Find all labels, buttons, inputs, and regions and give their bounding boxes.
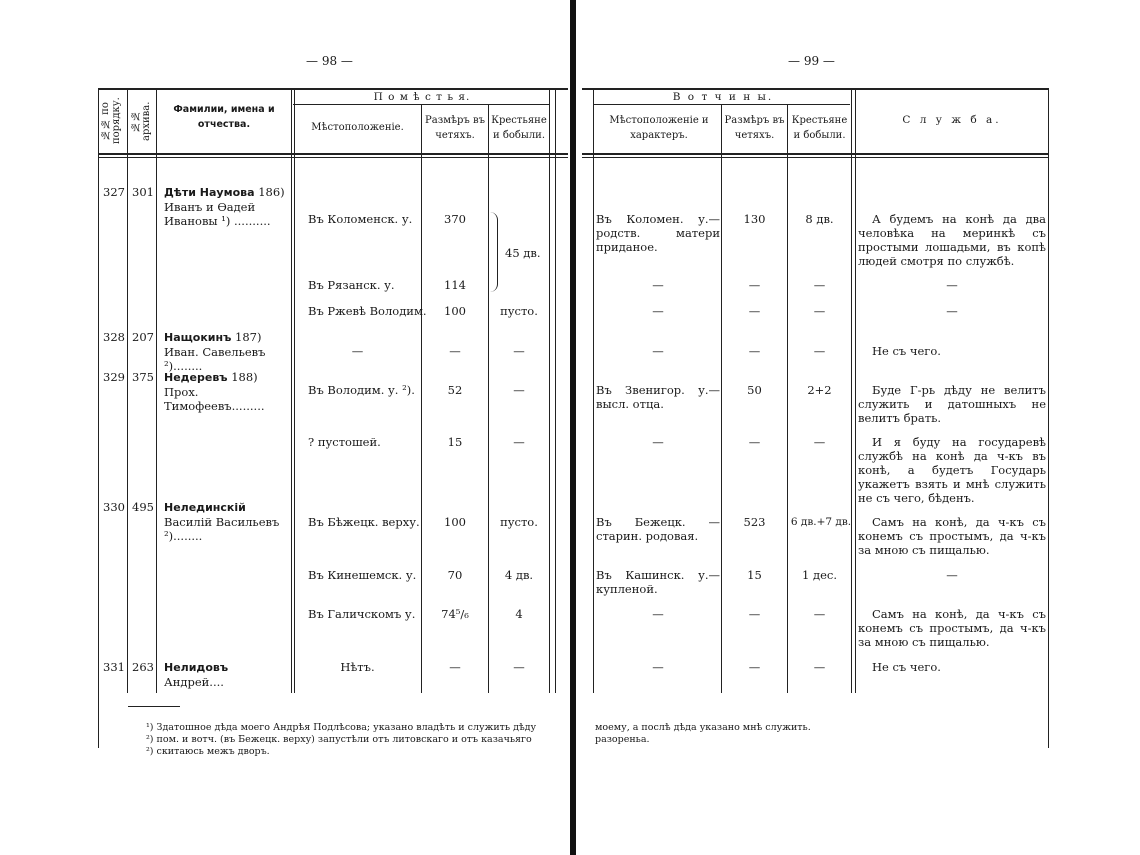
peasants: — xyxy=(513,660,525,674)
header-group-pomestya: П о м ѣ с т ь я. xyxy=(373,91,471,103)
votchina-location: — xyxy=(652,435,664,449)
location: Въ Ржевѣ Володим. xyxy=(308,304,427,318)
person-name xyxy=(164,370,290,413)
votchina-size: 130 xyxy=(743,212,766,226)
location: Въ Коломенск. у. xyxy=(308,212,413,226)
votchina-size: 523 xyxy=(743,515,766,529)
location: ? пустошей. xyxy=(308,435,381,449)
location: Въ Рязанск. у. xyxy=(308,278,395,292)
peasants: 45 дв. xyxy=(505,246,541,260)
votchina-size: — xyxy=(748,607,761,621)
size: 114 xyxy=(444,278,466,292)
person-name xyxy=(164,185,290,228)
votchina-peasants: 1 дес. xyxy=(802,568,837,582)
footnote-rule xyxy=(128,706,180,707)
service-note: Не съ чего. xyxy=(872,660,941,674)
peasants: пусто. xyxy=(500,304,538,318)
location: Въ Володим. у. ²). xyxy=(308,383,415,397)
header-location: Мѣстоположеніе. xyxy=(311,122,404,133)
page-number: — 99 — xyxy=(788,54,835,68)
row-number: 328 xyxy=(103,330,125,344)
peasants: 4 xyxy=(515,607,523,621)
service-note: А будемъ на конѣ да два человѣка на меринкѣ съ простыми лошадьми, въ копѣ людей смотря по службѣ. xyxy=(858,212,1046,268)
archive-number: 263 xyxy=(132,660,154,674)
votchina-peasants: — xyxy=(813,607,826,621)
votchina-size: — xyxy=(748,278,761,292)
col-line xyxy=(721,104,722,693)
header-service: С л у ж б а. xyxy=(902,114,1002,126)
service-note: — xyxy=(946,304,958,318)
header-size: Размѣръ въ четяхъ. xyxy=(425,115,485,141)
size: 100 xyxy=(444,304,466,318)
header-bottom-rule xyxy=(582,153,1048,155)
location: Въ Галичскомъ у. xyxy=(308,607,416,621)
service-note: — xyxy=(946,278,958,292)
archive-number: 495 xyxy=(132,500,154,514)
col-line xyxy=(787,104,788,693)
votchina-size: — xyxy=(748,304,761,318)
size: 74⁵/₆ xyxy=(441,607,469,621)
header-location: Мѣстоположеніе и характеръ. xyxy=(609,115,709,141)
person-name-rest: Василій Васильевъ ²)........ xyxy=(164,515,280,543)
col-line xyxy=(555,88,556,693)
footnote: моему, а послѣ дѣда указано мнѣ служить. xyxy=(595,722,811,733)
votchina-peasants: — xyxy=(813,660,826,674)
votchina-peasants: — xyxy=(813,435,826,449)
footnote: разореньа. xyxy=(595,734,650,745)
votchina-peasants: — xyxy=(813,278,826,292)
service-note: Буде Г-рь дѣду не велитъ служить и датошныхъ не велитъ брать. xyxy=(858,383,1046,425)
votchina-location: Въ Кашинск. у.— купленой. xyxy=(596,568,720,596)
header-col-name: Фамилии, имена и отчества. xyxy=(173,104,275,130)
person-surname: Нелединскій xyxy=(164,501,246,514)
col-line xyxy=(291,88,292,693)
location: Въ Бѣжецк. верху. xyxy=(308,515,420,529)
size: — xyxy=(449,660,461,674)
peasants: — xyxy=(513,435,525,449)
brace-mark xyxy=(489,212,498,292)
size: 15 xyxy=(447,435,463,449)
location: Въ Кинешемск. у. xyxy=(308,568,417,582)
col-line xyxy=(294,88,295,693)
col-line xyxy=(488,104,489,693)
col-line xyxy=(855,88,856,693)
service-note: Не съ чего. xyxy=(872,344,941,358)
location: Нѣтъ. xyxy=(340,660,375,674)
header-peasants: Крестьяне и бобыли. xyxy=(491,115,547,141)
col-line xyxy=(851,88,852,693)
votchina-size: — xyxy=(748,660,761,674)
votchina-size: 15 xyxy=(747,568,762,582)
archive-number: 375 xyxy=(132,370,154,384)
size: 370 xyxy=(444,212,466,226)
votchina-location: — xyxy=(652,278,664,292)
size: — xyxy=(449,344,461,358)
votchina-location: Въ Звенигор. у.— высл. отца. xyxy=(596,383,720,411)
person-name xyxy=(164,330,290,373)
location: — xyxy=(351,344,364,358)
col-line xyxy=(98,88,99,748)
service-note: И я буду на государевѣ службѣ на конѣ да ч-къ въ конѣ, а будетъ Государь укажетъ взять и мнѣ служить не съ чего, бѣденъ. xyxy=(858,435,1046,505)
row-number: 327 xyxy=(103,185,125,199)
votchina-size: — xyxy=(748,435,761,449)
col-line xyxy=(421,104,422,693)
col-line xyxy=(156,88,157,693)
footnote: ²) пом. и вотч. (въ Бежецк. верху) запустѣли отъ литовскаго и отъ казачьяго xyxy=(146,734,532,745)
row-number: 330 xyxy=(103,500,125,514)
votchina-location: — xyxy=(652,660,664,674)
person-surname: Нащокинъ xyxy=(164,331,232,344)
service-note: — xyxy=(946,568,958,582)
archive-number: 301 xyxy=(132,185,154,199)
person-surname: Нелидовъ xyxy=(164,661,229,674)
col-line xyxy=(1048,88,1049,748)
votchina-peasants: 6 дв.+7 дв. xyxy=(790,516,852,528)
header-group-votchiny: В о т ч и н ы. xyxy=(672,91,774,103)
page-gutter xyxy=(570,0,576,855)
votchina-peasants: — xyxy=(813,344,826,358)
votchina-location: — xyxy=(652,607,664,621)
header-bottom-rule xyxy=(98,153,568,155)
row-number: 331 xyxy=(103,660,125,674)
service-note: Самъ на конѣ, да ч-къ съ конемъ съ простымъ, да ч-къ за мною съ пищалью. xyxy=(858,515,1046,557)
votchina-size: — xyxy=(748,344,761,358)
votchina-location: Въ Коломен. у.— родств. матери приданое. xyxy=(596,212,720,254)
service-note: Самъ на конѣ, да ч-къ съ конемъ съ простымъ, да ч-къ за мною съ пищалью. xyxy=(858,607,1046,649)
col-line xyxy=(593,88,594,693)
header-col-no: №№ по порядку. xyxy=(100,97,122,145)
peasants: пусто. xyxy=(500,515,538,529)
header-peasants: Крестьяне и бобыли. xyxy=(791,115,848,141)
person-name-rest: 187) Иван. Савельевъ ²)........ xyxy=(164,330,266,373)
votchina-location: — xyxy=(652,344,664,358)
header-bottom-rule-2 xyxy=(582,157,1048,158)
votchina-peasants: — xyxy=(813,304,826,318)
row-number: 329 xyxy=(103,370,125,384)
person-name xyxy=(164,660,290,689)
votchina-peasants: 2+2 xyxy=(807,383,832,397)
col-line xyxy=(127,88,128,693)
person-name xyxy=(164,500,291,543)
header-size: Размѣръ въ четяхъ. xyxy=(724,115,785,141)
person-name-rest: Андрей.... xyxy=(164,675,224,689)
votchina-location: — xyxy=(652,304,664,318)
person-surname: Дѣти Наумова xyxy=(164,186,255,199)
peasants: 4 дв. xyxy=(504,568,534,582)
size: 100 xyxy=(444,515,466,529)
votchina-size: 50 xyxy=(747,383,762,397)
footnote: ¹) Здатошное дѣда моего Андрѣя Подлѣсова; указано владѣть и служить дѣду xyxy=(146,722,537,733)
col-line xyxy=(549,88,550,693)
votchina-peasants: 8 дв. xyxy=(805,212,834,226)
person-surname: Недеревъ xyxy=(164,371,228,384)
votchina-location: Въ Бежецк. — старин. родовая. xyxy=(596,515,720,543)
header-bottom-rule-2 xyxy=(98,157,568,158)
footnote: ²) скитаюсь межъ дворъ. xyxy=(146,746,270,757)
size: 52 xyxy=(447,383,463,397)
size: 70 xyxy=(447,568,463,582)
archive-number: 207 xyxy=(132,330,154,344)
peasants: — xyxy=(513,383,525,397)
header-col-archive: №№ архива. xyxy=(130,101,152,141)
person-name-rest: 186) Иванъ и Ѳадей Ивановы ¹) .......... xyxy=(164,185,285,228)
person-name-rest: 188) Прох. Тимофеевъ......... xyxy=(164,370,265,413)
peasants: — xyxy=(513,344,525,358)
page-number: — 98 — xyxy=(306,54,353,68)
